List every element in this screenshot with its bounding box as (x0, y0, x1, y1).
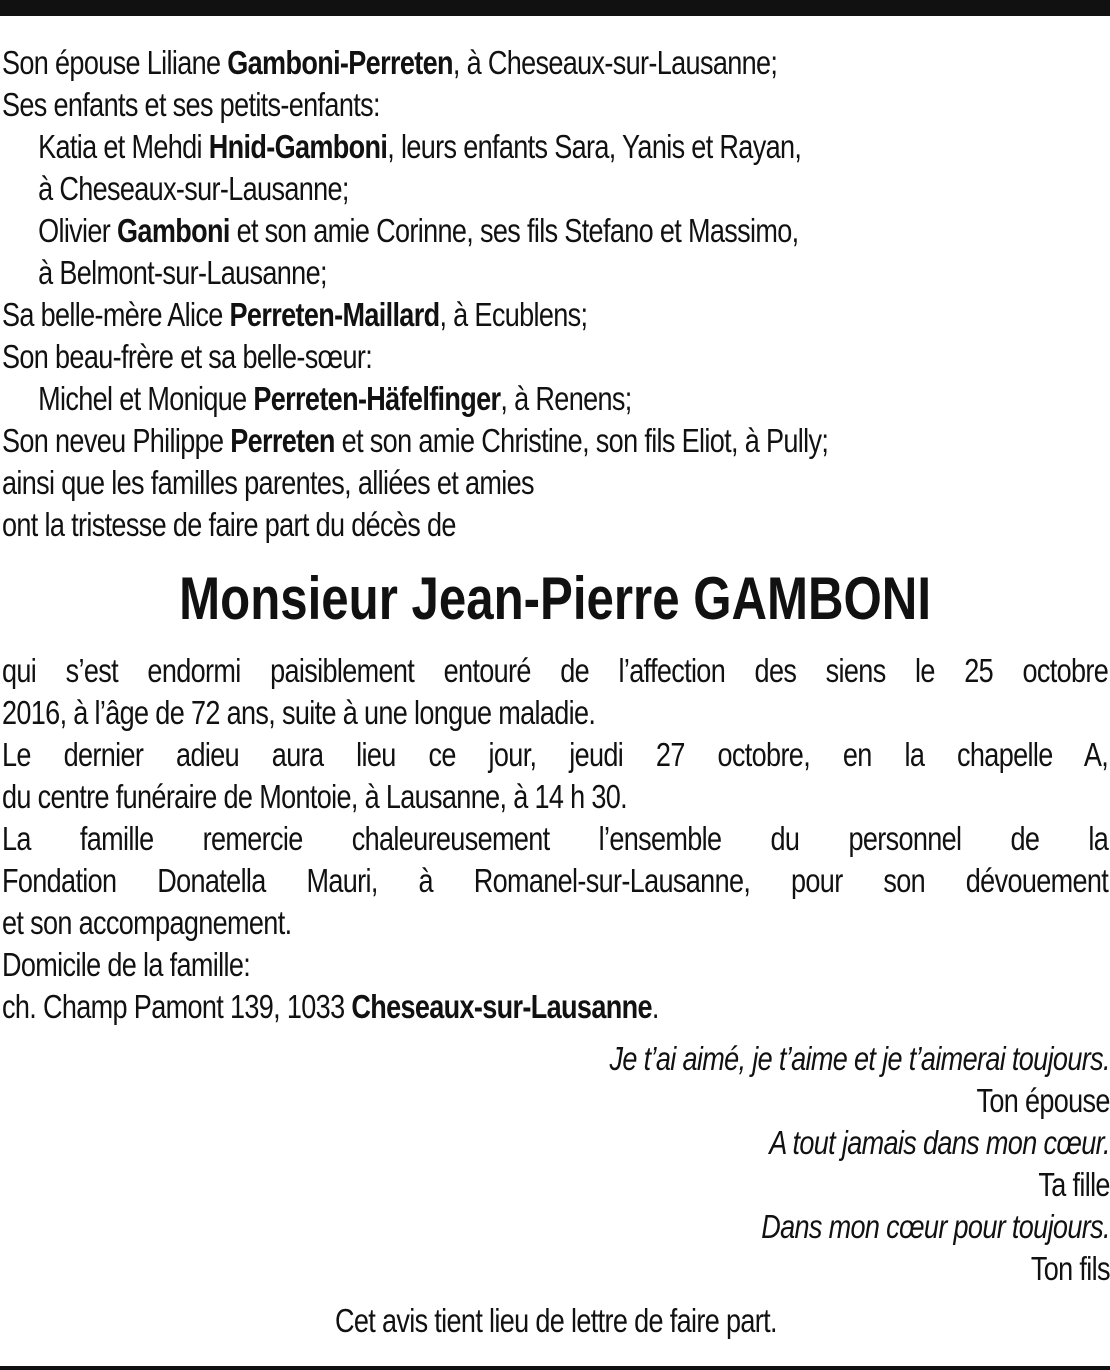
message-text: Dans mon cœur pour toujours. (761, 1208, 1110, 1245)
message-signature: Ton fils (1030, 1250, 1110, 1287)
family-line: à Cheseaux-sur-Lausanne; (38, 170, 349, 207)
body-line: Domicile de la famille: (2, 946, 251, 983)
body-line: et son accompagnement. (2, 904, 292, 941)
family-line: Olivier Gamboni et son amie Corinne, ses fils Stefano et Massimo, (38, 212, 799, 249)
family-line: Son neveu Philippe Perreten et son amie Christine, son fils Eliot, à Pully; (2, 422, 829, 459)
family-line: Michel et Monique Perreten-Häfelfinger, à Renens; (38, 380, 632, 417)
family-line: Ses enfants et ses petits-enfants: (2, 86, 380, 123)
deceased-name: Monsieur Jean-Pierre GAMBONI (179, 565, 932, 632)
message-text: Je t’ai aimé, je t’aime et je t’aimerai toujours. (609, 1040, 1110, 1077)
family-line: à Belmont-sur-Lausanne; (38, 254, 327, 291)
body-line: La famille remercie chaleureusement l’ensemble du personnel de la (2, 820, 1109, 857)
address-line: ch. Champ Pamont 139, 1033 Cheseaux-sur-Lausanne. (2, 988, 659, 1025)
family-line: Katia et Mehdi Hnid-Gamboni, leurs enfants Sara, Yanis et Rayan, (38, 128, 802, 165)
body-line: Fondation Donatella Mauri, à Romanel-sur-Lausanne, pour son dévouement (2, 862, 1109, 899)
family-line: ainsi que les familles parentes, alliées et amies (2, 464, 534, 501)
body-line: qui s’est endormi paisiblement entouré de l’affection des siens le 25 octobre (2, 652, 1109, 689)
bottom-rule (0, 1366, 1110, 1370)
message-signature: Ta fille (1038, 1166, 1110, 1203)
body-line: du centre funéraire de Montoie, à Lausanne, à 14 h 30. (2, 778, 628, 815)
personal-messages (2, 1038, 1110, 1290)
death-notice (2, 42, 1108, 1342)
family-line: ont la tristesse de faire part du décès de (2, 506, 456, 543)
family-line: Sa belle-mère Alice Perreten-Maillard, à Ecublens; (2, 296, 588, 333)
body-line: 2016, à l’âge de 72 ans, suite à une longue maladie. (2, 694, 596, 731)
top-rule (0, 0, 1110, 16)
family-line: Son beau-frère et sa belle-sœur: (2, 338, 373, 375)
message-text: A tout jamais dans mon cœur. (769, 1124, 1110, 1161)
message-signature: Ton épouse (976, 1082, 1110, 1119)
family-line: Son épouse Liliane Gamboni-Perreten, à Cheseaux-sur-Lausanne; (2, 44, 778, 81)
body-line: Le dernier adieu aura lieu ce jour, jeudi 27 octobre, en la chapelle A, (2, 736, 1109, 773)
family-list (2, 42, 1108, 546)
notice-body (2, 650, 1108, 1028)
footer-note: Cet avis tient lieu de lettre de faire part. (334, 1302, 777, 1339)
